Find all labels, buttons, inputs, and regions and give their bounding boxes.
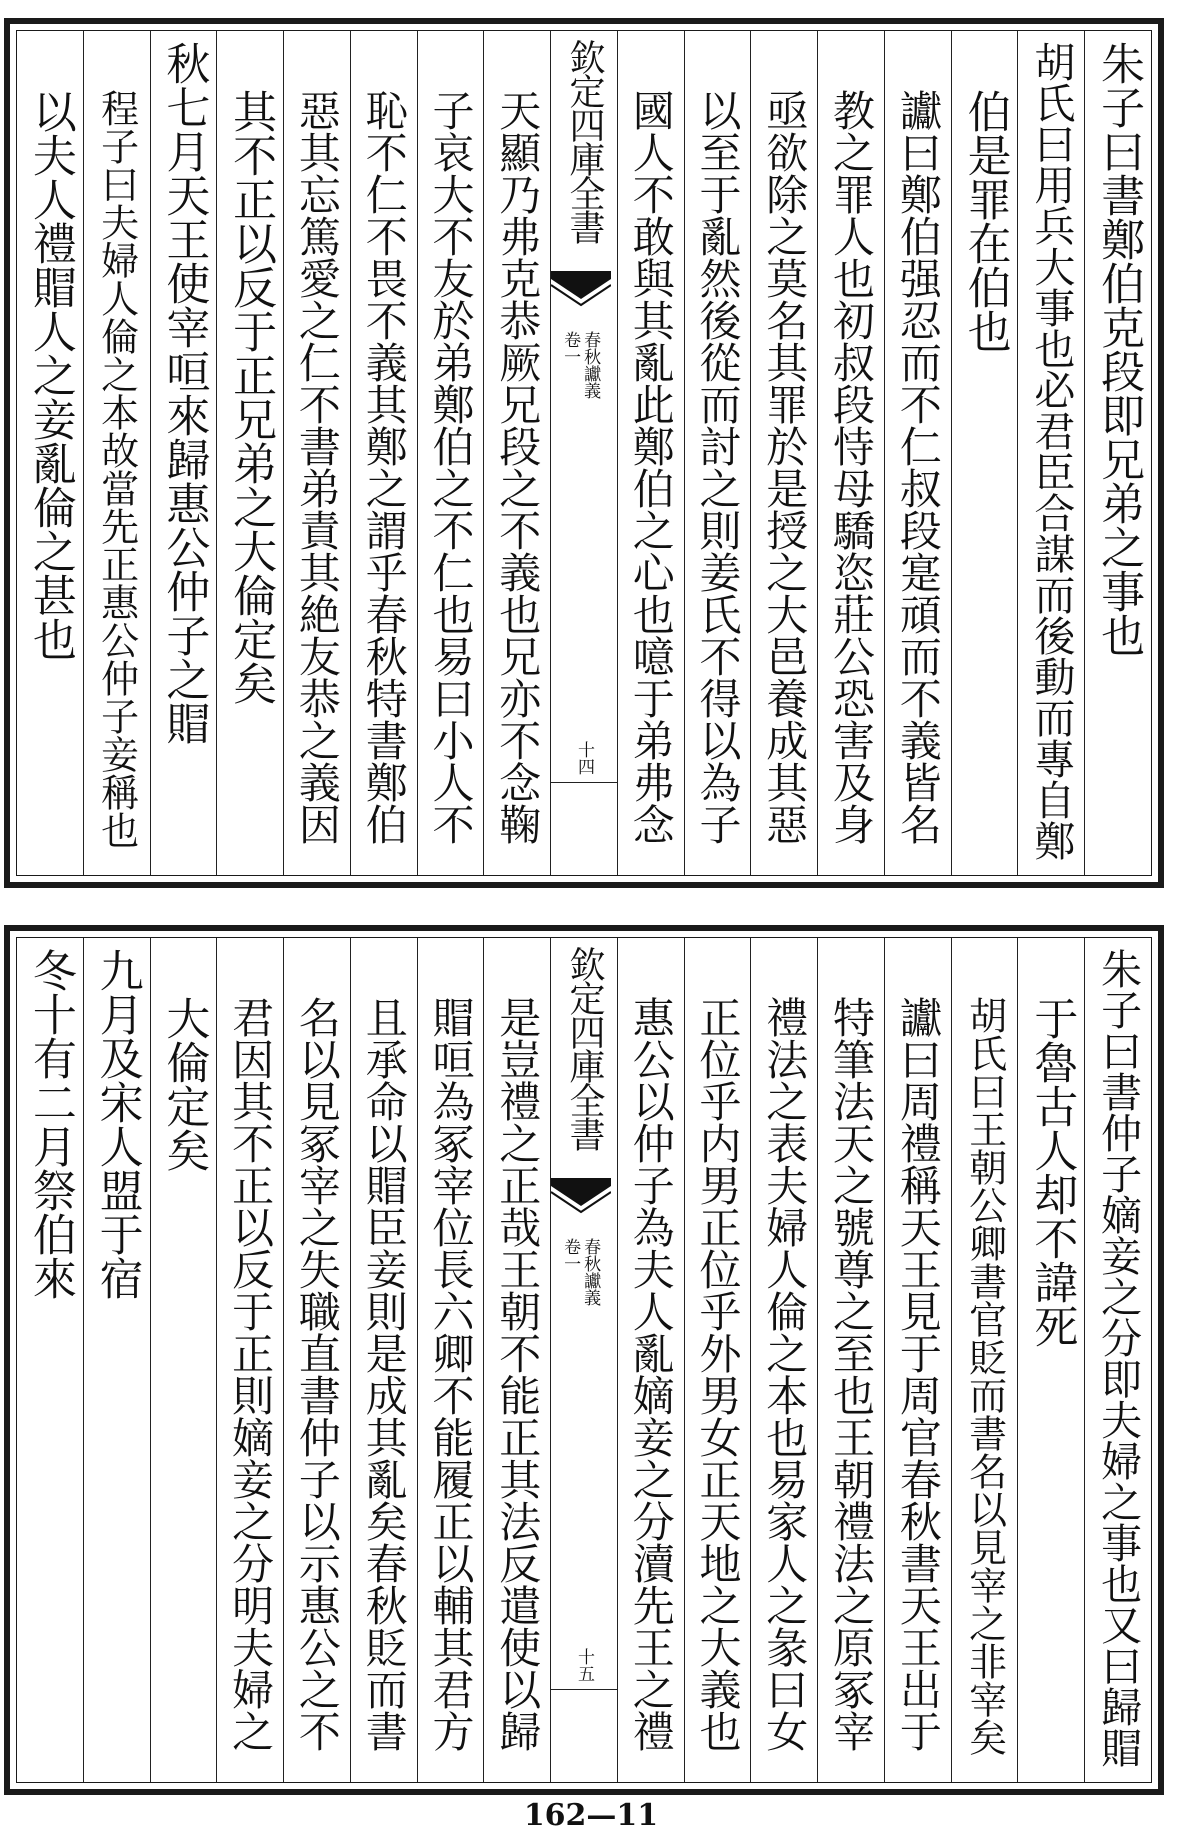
footer-page-label: 162—11	[523, 1798, 659, 1833]
page-top-columns	[16, 30, 1152, 876]
fishtail-mark-icon	[551, 271, 611, 311]
text-column	[83, 938, 150, 1782]
column-text: 正位乎内男正位乎外男女正天地之大義也	[693, 996, 743, 1752]
center-fold-column	[550, 938, 617, 1782]
column-text: 禮法之表夫婦人倫之本也易家人之彖曰女	[760, 996, 810, 1752]
text-column	[750, 31, 817, 875]
column-text: 于魯古人却不諱死	[1026, 996, 1078, 1348]
text-column	[951, 31, 1018, 875]
column-text: 讞曰周禮稱天王見于周官春秋書天王出于	[893, 996, 943, 1752]
center-volume: 卷一	[560, 1238, 581, 1272]
column-text: 讞曰鄭伯强忍而不仁叔段寔頑而不義皆名	[893, 89, 943, 845]
column-text: 秋七月天王使宰咺來歸惠公仲子之賵	[158, 41, 210, 745]
text-column	[150, 938, 217, 1782]
center-page-number: 十四	[573, 741, 594, 775]
text-column	[83, 31, 150, 875]
column-text: 以夫人禮賵人之妾亂倫之甚也	[24, 89, 76, 661]
column-text: 天顯乃弗克恭厥兄段之不義也兄亦不念鞠	[493, 89, 543, 845]
text-column	[817, 938, 884, 1782]
text-column	[684, 31, 751, 875]
center-volume: 卷一	[560, 331, 581, 365]
text-column	[1084, 938, 1151, 1782]
text-column	[617, 938, 684, 1782]
fishtail-mark-icon	[551, 1178, 611, 1218]
page-bottom	[4, 925, 1164, 1795]
text-column	[17, 938, 83, 1782]
column-text: 教之罪人也初叔段恃母驕恣莊公恐害及身	[827, 89, 877, 845]
text-column	[483, 31, 550, 875]
text-column	[216, 938, 283, 1782]
center-book-title: 春秋讞義	[580, 1238, 601, 1306]
text-column	[1084, 31, 1151, 875]
column-text: 胡氏曰王朝公卿書官貶而書名以見宰之非宰矣	[962, 996, 1007, 1756]
center-rule	[551, 782, 617, 784]
center-book-title: 春秋讞義	[580, 331, 601, 399]
center-title: 欽定四庫全書	[563, 39, 605, 243]
column-text: 程子曰夫婦人倫之本故當先正惠公仲子妾稱也	[94, 89, 139, 849]
page-bottom-columns	[16, 937, 1152, 1783]
column-text: 亟欲除之莫名其罪於是授之大邑養成其惡	[760, 89, 810, 845]
text-column	[750, 938, 817, 1782]
text-column	[417, 31, 484, 875]
text-column	[951, 938, 1018, 1782]
center-fold-column	[550, 31, 617, 875]
column-text: 子哀大不友於弟鄭伯之不仁也易曰小人不	[426, 89, 476, 845]
center-page-number: 十五	[573, 1648, 594, 1682]
text-column	[1017, 31, 1084, 875]
column-text: 其不正以反于正兄弟之大倫定矣	[225, 89, 277, 705]
text-column	[216, 31, 283, 875]
text-column	[283, 31, 350, 875]
column-text: 名以見冢宰之失職直書仲子以示惠公之不	[292, 996, 342, 1752]
center-title: 欽定四庫全書	[563, 946, 605, 1150]
column-text: 九月及宋人盟于宿	[91, 948, 143, 1300]
column-text: 以至于亂然後從而討之則姜氏不得以為子	[693, 89, 743, 845]
text-column	[1017, 938, 1084, 1782]
column-text: 賵咺為冢宰位長六卿不能履正以輔其君方	[426, 996, 476, 1752]
text-column	[417, 938, 484, 1782]
text-column	[684, 938, 751, 1782]
text-column	[350, 938, 417, 1782]
text-column	[283, 938, 350, 1782]
column-text: 特筆法天之號尊之至也王朝禮法之原冢宰	[827, 996, 877, 1752]
column-text: 恥不仁不畏不義其鄭之謂乎春秋特書鄭伯	[359, 89, 409, 845]
text-column	[483, 938, 550, 1782]
column-text: 胡氏曰用兵大事也必君臣合謀而後動而專自鄭	[1027, 41, 1076, 861]
center-rule	[551, 1689, 617, 1691]
column-text: 國人不敢與其亂此鄭伯之心也噫于弟弗念	[626, 89, 676, 845]
text-column	[350, 31, 417, 875]
column-text: 惡其忘篤愛之仁不書弟責其絶友恭之義因	[292, 89, 342, 845]
text-column	[150, 31, 217, 875]
text-column	[617, 31, 684, 875]
text-column	[17, 31, 83, 875]
column-text: 惠公以仲子為夫人亂嫡妾之分瀆先王之禮	[626, 996, 676, 1752]
column-text: 君因其不正以反于正則嫡妾之分明夫婦之	[226, 996, 276, 1752]
column-text: 伯是罪在伯也	[959, 89, 1011, 353]
column-text: 是豈禮之正哉王朝不能正其法反遣使以歸	[493, 996, 543, 1752]
text-column	[884, 31, 951, 875]
text-column	[884, 938, 951, 1782]
column-text: 且承命以賵臣妾則是成其亂矣春秋貶而書	[359, 996, 409, 1752]
page-top	[4, 18, 1164, 888]
column-text: 冬十有二月祭伯來	[24, 948, 76, 1300]
column-text: 朱子曰書仲子嫡妾之分即夫婦之事也又曰歸賵	[1094, 948, 1143, 1768]
column-text: 朱子曰書鄭伯克段即兄弟之事也	[1093, 41, 1145, 657]
column-text: 大倫定矣	[158, 996, 210, 1172]
text-column	[817, 31, 884, 875]
